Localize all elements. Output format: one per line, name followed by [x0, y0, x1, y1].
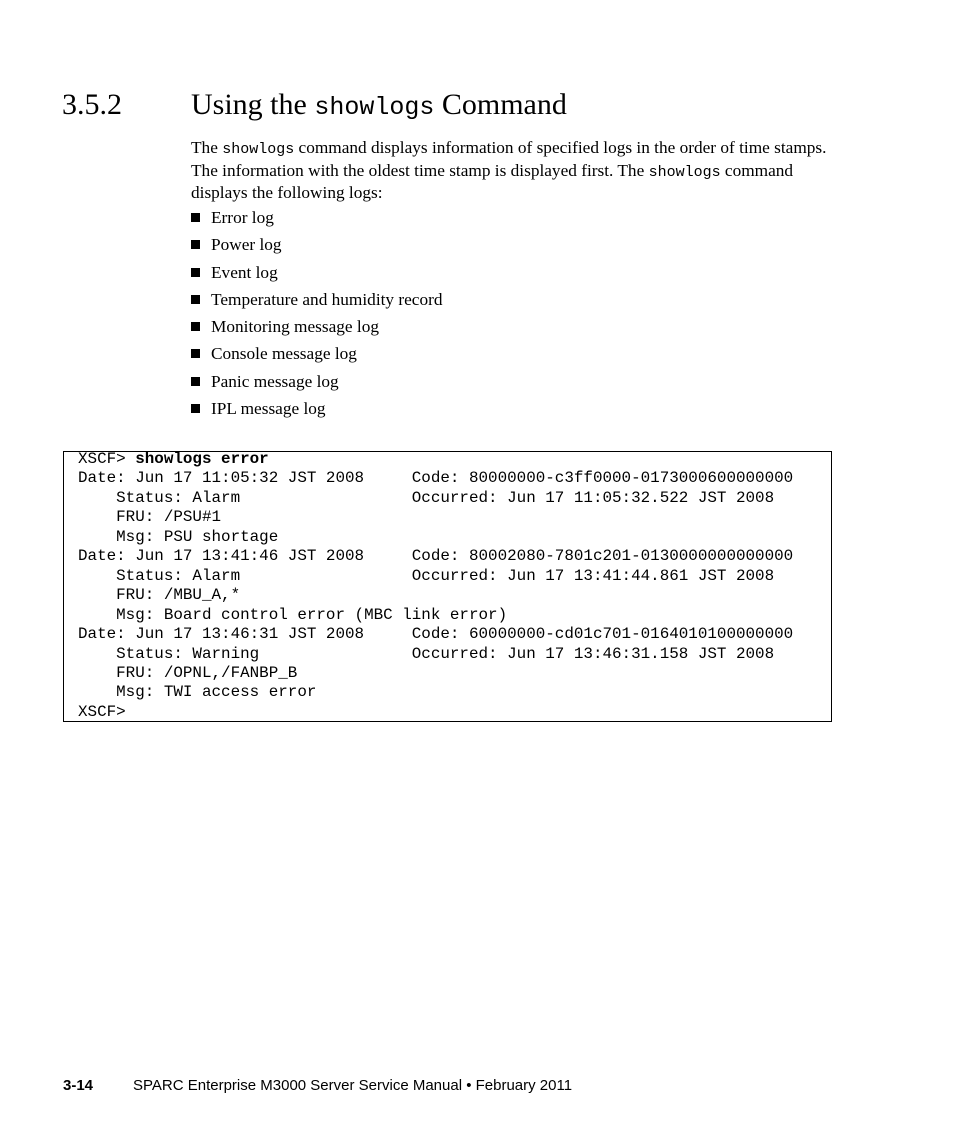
section-heading	[62, 86, 567, 127]
code-example	[78, 450, 793, 722]
intro-code-1: showlogs	[222, 141, 295, 158]
list-item-label: Console message log	[211, 344, 357, 364]
intro-text-3: command displays the following logs:	[191, 160, 794, 202]
list-item-label: IPL message log	[211, 399, 326, 419]
bullet-square-icon	[191, 404, 200, 413]
list-item-label: Power log	[211, 235, 282, 255]
list-item-label: Error log	[211, 208, 274, 227]
bullet-square-icon	[191, 377, 200, 386]
intro-text-1: The	[191, 138, 223, 157]
list-item	[191, 313, 443, 340]
bullet-square-icon	[191, 295, 200, 304]
page-number: 3-14	[63, 1077, 94, 1094]
list-item	[191, 231, 443, 258]
list-item	[191, 340, 443, 367]
list-item-label: Monitoring message log	[211, 317, 379, 337]
section-title-before: Using the	[191, 88, 315, 121]
code-command: showlogs error	[135, 450, 269, 468]
footer-text: SPARC Enterprise M3000 Server Service Manual • February 2011	[133, 1077, 573, 1094]
code-output: Date: Jun 17 11:05:32 JST 2008 Code: 80000000-c3ff0000-0173000600000000 Status: Alarm Occurred: Jun 17 11:05:32.522 JST 2008 FRU: /PSU#1 Msg: PSU shortage Date: Jun 17 13:41:46 JST 2008 Code: 80002080-7801c201-0130000000000000 Status: Alarm Occurred: Jun 17 13:41:44.861 JST 2008 FRU: /MBU_A,* Msg: Board control error (MBC link error) Date: Jun 17 13:46:31 JST 2008 Code: 60000000-cd01c701-0164010100000000 Status: Warning Occurred: Jun 17 13:46:31.158 JST 2008 FRU: /OPNL,/FANBP_B Msg: TWI access error XSCF>	[78, 469, 794, 721]
intro-code-2: showlogs	[648, 163, 721, 181]
code-example-box	[63, 451, 832, 722]
bullet-square-icon	[191, 349, 200, 358]
section-number: 3.5.2	[62, 88, 122, 121]
bullet-square-icon	[191, 240, 200, 249]
list-item-label: Event log	[211, 262, 278, 282]
list-item	[191, 286, 443, 313]
section-title-after: Command	[434, 88, 567, 121]
list-item	[191, 259, 443, 286]
list-item	[191, 395, 443, 422]
page-footer	[63, 1077, 572, 1094]
intro-text-2: command displays information of specified logs in the order of time stamps. The information with the oldest time stamp is displayed first. The	[191, 138, 827, 180]
log-type-list	[191, 204, 443, 422]
bullet-square-icon	[191, 322, 200, 331]
section-title-code: showlogs	[314, 93, 435, 122]
bullet-square-icon	[191, 268, 200, 277]
bullet-square-icon	[191, 213, 200, 222]
list-item-label: Temperature and humidity record	[211, 289, 443, 309]
intro-paragraph	[191, 138, 841, 204]
list-item	[191, 204, 443, 231]
list-item-label: Panic message log	[211, 371, 339, 391]
code-prompt: XSCF>	[78, 450, 136, 468]
list-item	[191, 368, 443, 395]
